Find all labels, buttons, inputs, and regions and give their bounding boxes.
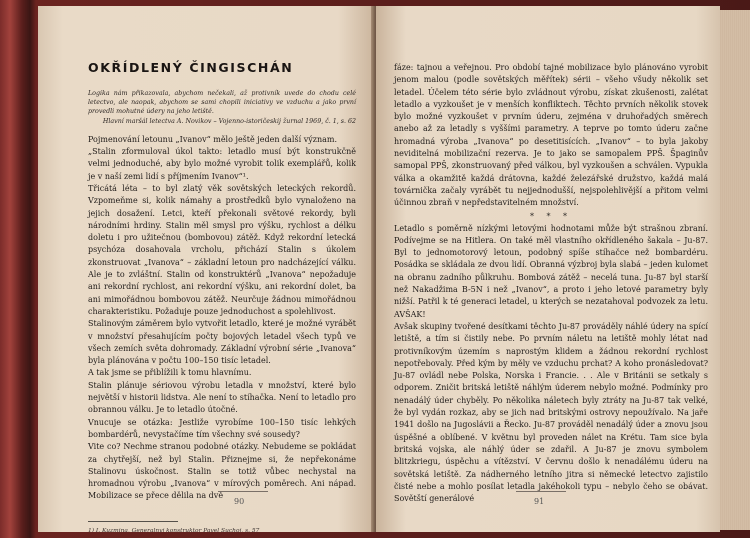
page-number-rule <box>218 491 268 492</box>
left-page <box>38 6 374 532</box>
page-number-right: 91 <box>534 497 545 506</box>
footnote-rule <box>88 521 178 522</box>
section-break: * * * <box>529 211 573 221</box>
page-edges <box>720 10 750 530</box>
chapter-title: OKŘÍDLENÝ ČINGISCHÁN <box>88 60 294 75</box>
epigraph-source: Hlavní maršál letectva A. Novikov – Vojenno-istoričeskij žurnal 1969, č. 1, s. 62 <box>102 117 356 125</box>
right-body-text-2: Letadlo s poměrně nízkými letovými hodnotami může být strašnou zbraní. Podívejme se na Hitlera. On také měl vlastního okřídleného šakala – Ju-87. Byl to jednomotorový letoun, podobný spíše stíhačce než bombardéru. Posádka se skládala ze dvou lidí. Obranná výzbroj byla slabá – jeden kulomet na obranu zadního půlkruhu. Bombová zátěž – necelá tuna. Ju-87 byl starší než Nakadžima B-5N i než „Ivanov“, a proto i jeho letové parametry byly nižší. Patřil k té generaci letadel, u kterých se nezatahoval podvozek za letu. AVŠAK! Avšak skupiny tvořené desítkami těchto Ju-87 prováděly náhlé údery na spící letiště, a tím si čistily nebe. Po prvním náletu na letiště mohly létat nad protivníkovým územím s naprostým klidem a žádnou rekordní rychlost nepotřebovaly. Před kým by měly ve vzduchu prchat? A koho pronásledovat? Ju-87 ovládl nebe Polska, Norska i Francie. . . Ale v Británii se setkaly s odporem. Zničit britská letiště náhlým úderem nebylo možné. Podmínky pro nenadálý úder chyběly. Po několika náletech byly ztráty na Ju-87 tak velké, že byl vydán rozkaz, aby se jich nad britskými ostrovy nepoužívalo. Na jaře 1941 došlo na Jugoslávii a Řecko. Ju-87 prováděl nenadálý úder a znovu jsou úspěšné a oblíbené. V květnu byl proveden nálet na Krétu. Tam sice byla britská vojska, ale náhlý úder se zdařil. A Ju-87 je znovu symbolem blitzkriegu, úspěchu a vítězství. V červnu došlo k nenadálému úderu na sovětská letiště. Za nádherného letního jitra si německé letectvo zajistilo čisté nebe a mohlo posílat letadla jakéhokoli typu – nebylo čeho se obávat. Sovětští generálové <box>394 223 708 504</box>
epigraph-text: Logika nám přikazovala, abychom nečekali, až protivník uvede do chodu celé letectvo, ale naopak, abychom se sami chopili iniciativy ve vzduchu a jako první provedli mohutné údery na jeho letiště. <box>88 90 356 116</box>
epigraph <box>88 89 356 126</box>
left-body-text: Pojmenování letounu „Ivanov“ mělo ještě jeden další význam. „Stalin zformuloval úkol takto: letadlo musí být konstrukčně velmi jednoduché, aby bylo možné vyrobit tolik exemplářů, kolik je v naší zemi lidí s příjmením Ivanov“¹. Třicátá léta – to byl zlatý věk sovětských leteckých rekordů. Vzpomeňme si, kolik námahy a prostředků bylo vynaloženo na jejich dosažení. Letci, kteří překonali světové rekordy, byli národními hrdiny. Stalin měl smysl pro výšku, rychlost a délku doletu i pro užitečnou (bombovou) zátěž. Když rekordní letecká psychóza dosahovala vrcholu, přichází Stalin s úkolem zkonstruovat „Ivanova“ – základní letoun pro nadcházející válku. Ale je to zvláštní. Stalin od konstruktérů „Ivanova“ nepožaduje ani rekordní rychlost, ani rekordní výšku, ani rekordní dolet, ba ani mimořádnou bombovou zátěž. Neurčuje žádnou mimořádnou charakteristiku. Požaduje pouze jednoduchost a spolehlivost. Stalinovým záměrem bylo vytvořit letadlo, které je možné vyrábět v množství přesahujícím počty bojových letadel všech typů ve všech zemích světa dohromady. Základní výrobní série „Ivanova“ byla plánována v počtu 100–150 tisíc letadel. A tak jsme se přiblížili k tomu hlavnímu. Stalin plánuje sériovou výrobu letadla v množství, které bylo největší v historii lidstva. Ale není to stíhačka. Není to letadlo pro obrannou válku. Je to letadlo útočné. Vnucuje se otázka: Jestliže vyrobíme 100–150 tisíc lehkých bombardérů, nevystačíme tím všechny své sousedy? Vite co? Nechme stranou podobné otázky. Nebudeme se pokládat za chytřejší, než byl Stalin. Přiznejme si, že nepřekonáme Stalinovu úskočnost. Stalin se totiž vůbec nechystal na hromadnou výrobu „Ivanova“ v mírových poměrech. Ani nápad. Mobilizace se přece dělila na dvě <box>88 134 356 501</box>
page-number-rule <box>516 491 566 492</box>
page-number-left: 90 <box>234 497 245 506</box>
right-page <box>376 6 720 532</box>
footnote: 1) I. Kuzmina, Generalnyj konstruktor Pavel Suchoj, s. 57 <box>88 527 260 532</box>
right-body-text-1: fáze: tajnou a veřejnou. Pro období tajné mobilizace bylo plánováno vyrobit jenom malou (podle sovětských měřítek) sérii – všeho všudy několik set letadel. Účelem této série bylo zvládnout výrobu, získat zkušenosti, zalétat letadlo a vyzkoušet je v menších konfliktech. Těchto prvních několik stovek bylo možné vyzkoušet v prvním úderu, zejména v druhořadých směrech anebo až za letadly s vyššími parametry. A teprve po tomto úderu začne hromadná výroba „Ivanova“ po desetitisících. „Ivanov“ – to byla jakoby neviditelná mobilizační rezerva. Je to jako se samopalem PPŠ. Špaginův samopal PPŠ, zkonstruovaný před válkou, byl vyzkoušen a schválen. Vypukla válka a okamžitě každá drátovna, každé železářské družstvo, každá malá továrnička začaly vyrábět tu nejjednodušší, nejspolehlivější a přitom velmi účinnou zbraň v nepředstavitelném množství. <box>394 63 708 208</box>
